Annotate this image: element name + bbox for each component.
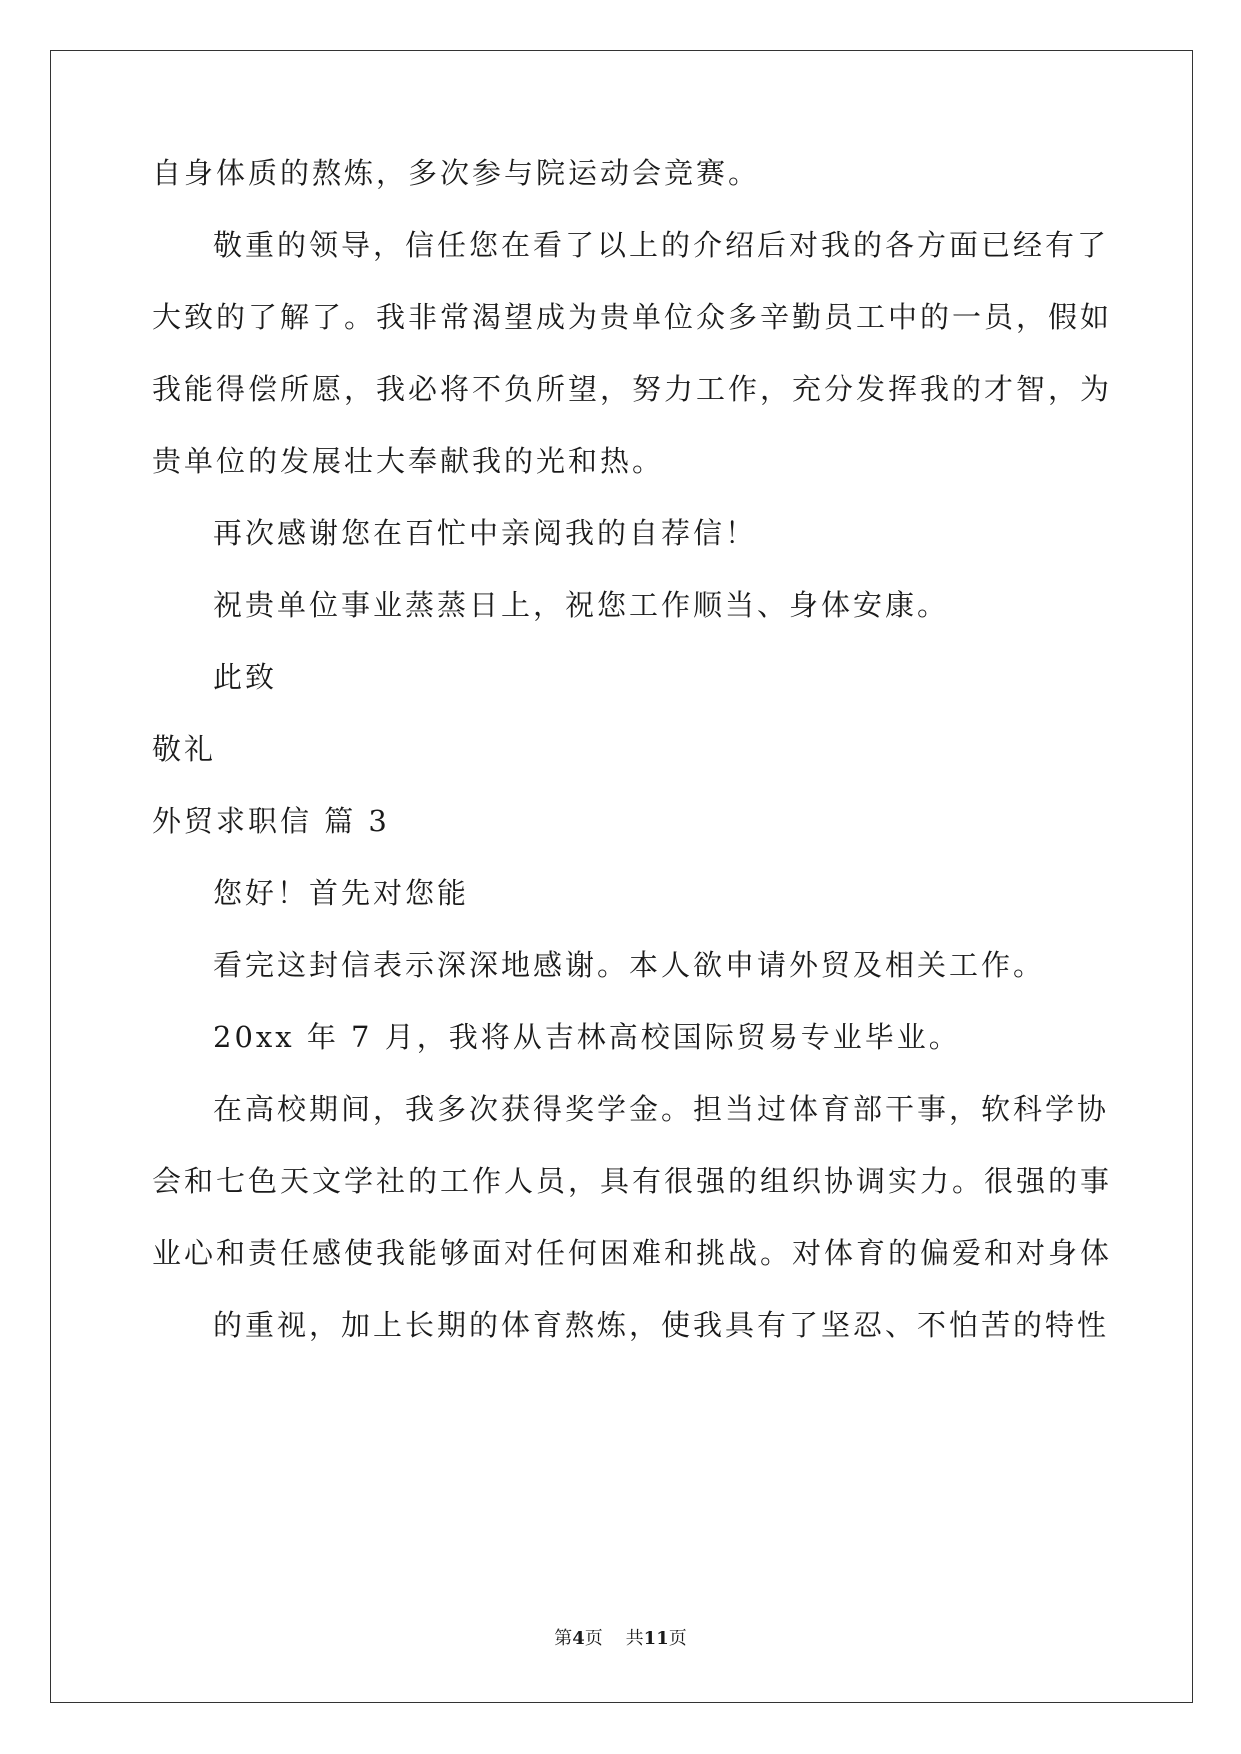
text-line-2: 敬重的领导，信任您在看了以上的介绍后对我的各方面已经有了: [213, 228, 1110, 262]
text-line-16: 业心和责任感使我能够面对任何困难和挑战。对体育的偏爱和对身体: [152, 1236, 1113, 1270]
text-line-15: 会和七色天文学社的工作人员，具有很强的组织协调实力。很强的事: [152, 1164, 1113, 1198]
total-page-number: 11: [643, 1628, 669, 1649]
text-line-4: 我能得偿所愿，我必将不负所望，努力工作，充分发挥我的才智，为: [152, 372, 1113, 406]
text-line-3: 大致的了解了。我非常渴望成为贵单位众多辛勤员工中的一员，假如: [152, 300, 1113, 334]
footer-prefix: 第: [554, 1628, 573, 1649]
text-line-7: 祝贵单位事业蒸蒸日上，祝您工作顺当、身体安康。: [213, 588, 950, 622]
text-line-1: 自身体质的熬炼，多次参与院运动会竞赛。: [152, 156, 761, 190]
text-line-5: 贵单位的发展壮大奉献我的光和热。: [152, 444, 665, 478]
text-line-6: 再次感谢您在百忙中亲阅我的自荐信！: [213, 516, 758, 550]
footer-middle: 页 共: [584, 1628, 644, 1649]
text-line-14: 在高校期间，我多次获得奖学金。担当过体育部干事，软科学协: [213, 1092, 1110, 1126]
page-footer: [0, 1628, 1241, 1650]
text-line-13: 20xx 年 7 月，我将从吉林高校国际贸易专业毕业。: [213, 1020, 961, 1054]
text-line-9: 敬礼: [152, 732, 217, 766]
section-heading: 外贸求职信 篇 3: [152, 804, 390, 838]
text-line-11: 您好！首先对您能: [213, 876, 470, 910]
footer-suffix: 页: [668, 1628, 687, 1649]
text-line-8: 此致: [213, 660, 278, 694]
text-line-17: 的重视，加上长期的体育熬炼，使我具有了坚忍、不怕苦的特性: [213, 1308, 1110, 1342]
text-line-12: 看完这封信表示深深地感谢。本人欲申请外贸及相关工作。: [213, 948, 1046, 982]
current-page-number: 4: [572, 1628, 585, 1649]
